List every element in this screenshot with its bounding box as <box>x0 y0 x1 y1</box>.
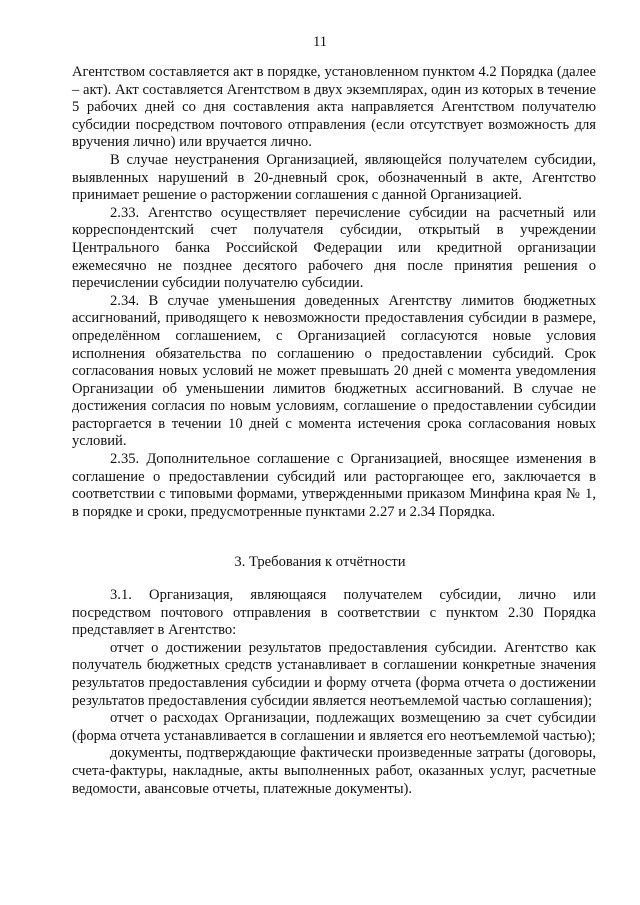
paragraph-report-expenses: отчет о расходах Организации, подлежащих возмещению за счет субсидии (форма отчета устанавливается в соглашении и является его неотъемлемой частью); <box>72 710 596 744</box>
paragraph-act-continuation: Агентством составляется акт в порядке, установленном пунктом 4.2 Порядка (далее – акт). Акт составляется Агентством в двух экземплярах, один из которых в течение 5 рабочих дней со дня составления акта направляется Агентством получателю субсидии посредством почтового отправления (если отсутствует возможность для вручения лично) или вручается лично. <box>72 64 596 151</box>
paragraph-3-1: 3.1. Организация, являющаяся получателем субсидии, лично или посредством почтового отправления в соответствии с пунктом 2.30 Порядка представляет в Агентство: <box>72 587 596 639</box>
paragraph-2-33: 2.33. Агентство осуществляет перечисление субсидии на расчетный или корреспондентский счет получателя субсидии, открытый в учреждении Центрального банка Российской Федерации или кредитной организации ежемесячно не позднее десятого рабочего дня после принятия решения о перечислении субсидии получателю субсидии. <box>72 204 596 292</box>
paragraph-2-34: 2.34. В случае уменьшения доведенных Агентству лимитов бюджетных ассигнований, приводящего к невозможности предоставления субсидии в размере, определённом соглашением, с Организацией согласуются новые условия исполнения обязательства по соглашению о предоставлении субсидий. Срок согласования новых условий не может превышать 20 дней с момента уведомления Организации об уменьшении лимитов бюджетных ассигнований. В случае не достижения согласия по новым условиям, соглашение о предоставлении субсидии расторгается в течении 10 дней с момента истечения срока согласования новых условий. <box>72 292 596 450</box>
paragraph-report-results: отчет о достижении результатов предоставления субсидии. Агентство как получатель бюджетных средств устанавливает в соглашении конкретные значения результатов предоставления субсидии и форму отчета (форма отчета о достижении результатов предоставления субсидии является неотъемлемой частью соглашения); <box>72 639 596 709</box>
text-block-upper <box>72 64 596 521</box>
paragraph-documents: документы, подтверждающие фактически произведенные затраты (договоры, счета-фактуры, накладные, акты выполненных работ, оказанных услуг, расчетные ведомости, авансовые отчеты, платежные документы). <box>72 745 596 797</box>
paragraph-2-35: 2.35. Дополнительное соглашение с Организацией, вносящее изменения в соглашение о предоставлении субсидий или расторгающее его, заключается в соответствии с типовыми формами, утвержденными приказом Минфина края № 1, в порядке и сроки, предусмотренные пунктами 2.27 и 2.34 Порядка. <box>72 451 596 520</box>
page-number: 11 <box>312 34 328 50</box>
text-block-lower <box>72 587 596 798</box>
section-heading: 3. Требования к отчётности <box>234 554 406 570</box>
paragraph-non-elimination: В случае неустранения Организацией, являющейся получателем субсидии, выявленных нарушений в 20-дневный срок, обозначенный в акте, Агентство принимает решение о расторжении соглашения с данной Организацией. <box>72 151 596 204</box>
